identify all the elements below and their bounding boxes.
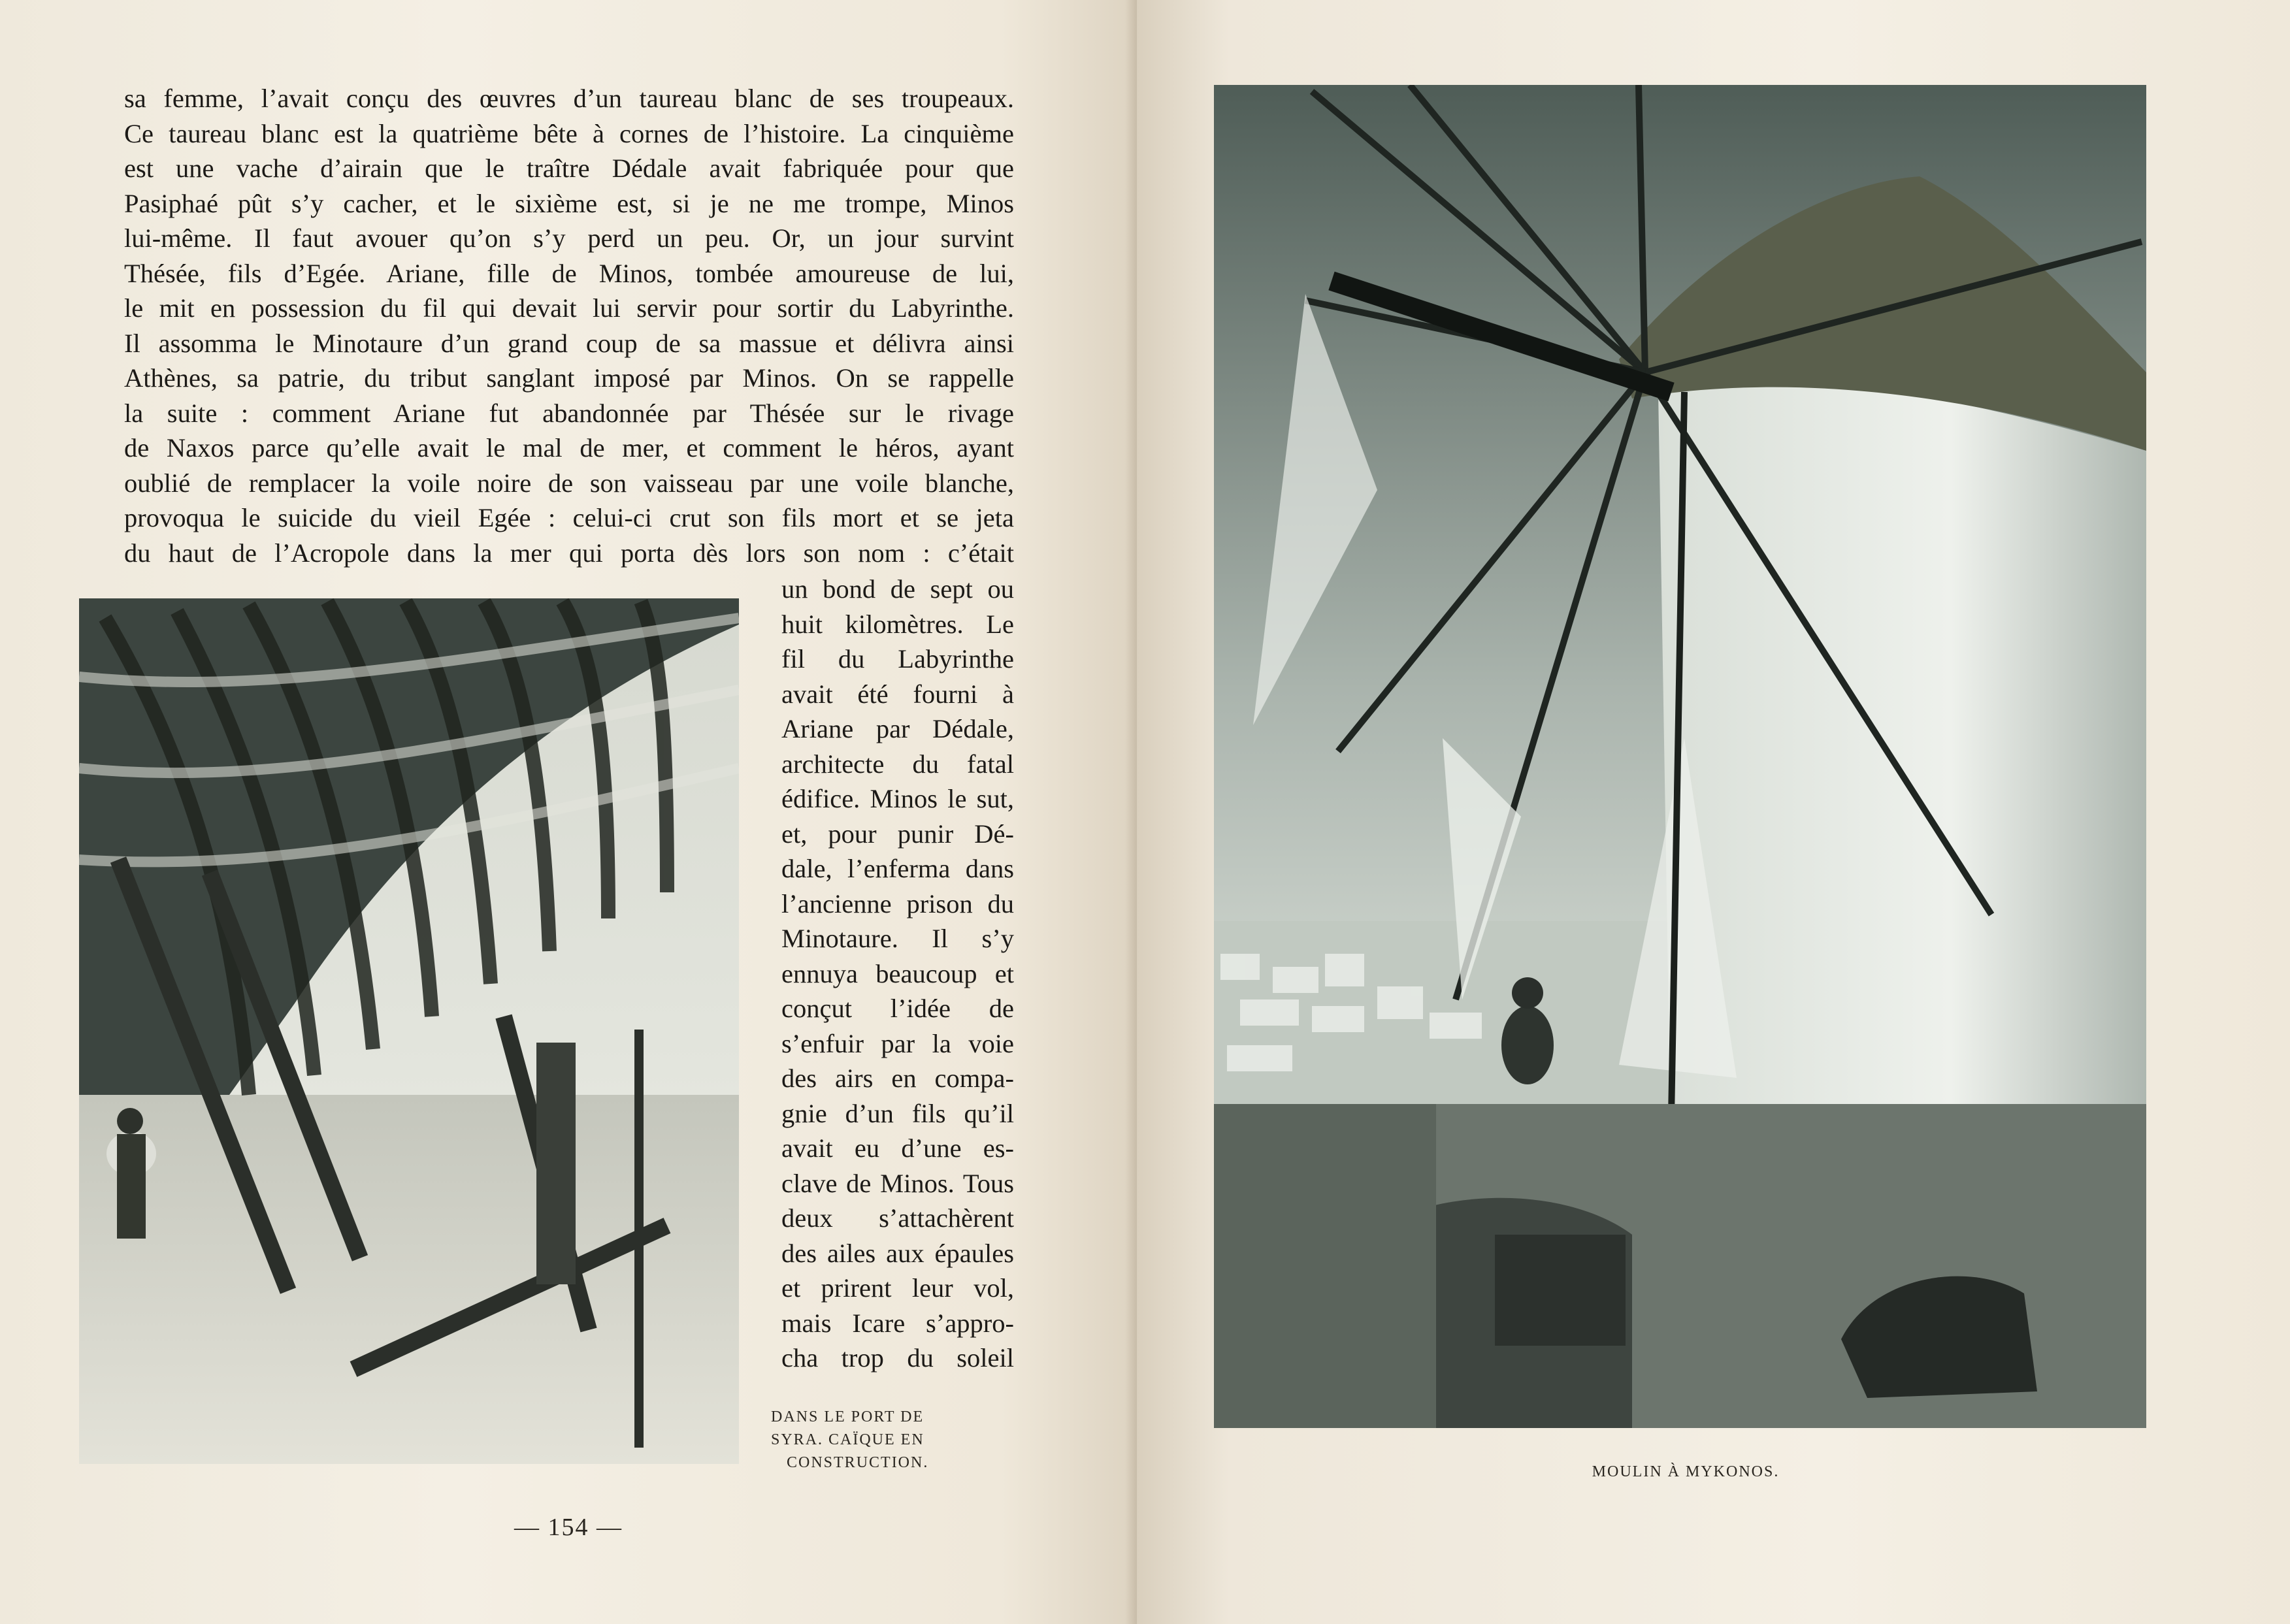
text-line: l’ancienne prison du (781, 888, 1014, 918)
text-line: mais Icare s’appro- (781, 1308, 1014, 1338)
narrow-text-column (781, 572, 1014, 1376)
boat-hull-illustration (79, 598, 739, 1464)
text-line: s’enfuir par la voie (781, 1028, 1014, 1058)
text-line: deux s’attachèrent (781, 1203, 1014, 1233)
text-line: des ailes aux épaules (781, 1238, 1014, 1268)
body-text (124, 81, 1014, 570)
text-line: avait eu d’une es- (781, 1133, 1014, 1163)
text-line: édifice. Minos le sut, (781, 784, 1014, 813)
text-line: le mit en possession du fil qui devait lui servir pour sortir du Labyrinthe. (124, 293, 1014, 323)
text-line: Thésée, fils d’Egée. Ariane, fille de Minos, tombée amoureuse de lui, (124, 258, 1014, 288)
text-line: lui-même. Il faut avouer qu’on s’y perd un peu. Or, un jour survint (124, 223, 1014, 253)
boat-under-construction-photo (79, 598, 739, 1464)
text-line: cha trop du soleil (781, 1343, 1014, 1372)
text-line: gnie d’un fils qu’il (781, 1098, 1014, 1128)
text-line: et prirent leur vol, (781, 1273, 1014, 1303)
text-line: huit kilomètres. Le (781, 609, 1014, 639)
text-line: des airs en compa- (781, 1064, 1014, 1093)
text-line: ennuya beaucoup et (781, 958, 1014, 988)
text-line: Athènes, sa patrie, du tribut sanglant imposé par Minos. On se rappelle (124, 363, 1014, 393)
text-line: conçut l’idée de (781, 994, 1014, 1023)
left-page (0, 0, 1137, 1624)
text-line: est une vache d’airain que le traître Dédale avait fabriquée pour que (124, 154, 1014, 183)
text-line: sa femme, l’avait conçu des œuvres d’un taureau blanc de ses troupeaux. (124, 84, 1014, 113)
text-line: Ariane par Dédale, (781, 714, 1014, 743)
text-line: avait été fourni à (781, 679, 1014, 709)
windmill-photo (1214, 85, 2146, 1428)
text-line: oublié de remplacer la voile noire de son vaisseau par une voile blanche, (124, 468, 1014, 498)
boat-photo-caption (771, 1406, 1006, 1474)
text-line: Ce taureau blanc est la quatrième bête à cornes de l’histoire. La cinquième (124, 118, 1014, 148)
text-line: Pasiphaé pût s’y cacher, et le sixième est, si je ne me trompe, Minos (124, 188, 1014, 218)
windmill-photo-caption: MOULIN À MYKONOS. (1592, 1463, 1780, 1480)
page-number: — 154 — (514, 1514, 623, 1541)
caption-line: SYRA. CAÏQUE EN (771, 1431, 924, 1448)
text-line: Minotaure. Il s’y (781, 924, 1014, 953)
text-line: fil du Labyrinthe (781, 644, 1014, 674)
text-line: clave de Minos. Tous (781, 1168, 1014, 1198)
caption-line: CONSTRUCTION. (787, 1454, 929, 1471)
text-line: un bond de sept ou (781, 574, 1014, 604)
text-line: Il assomma le Minotaure d’un grand coup de sa massue et délivra ainsi (124, 328, 1014, 358)
text-line: du haut de l’Acropole dans la mer qui porta dès lors son nom : c’était (124, 538, 1014, 568)
text-line: dale, l’enferma dans (781, 854, 1014, 883)
text-line: la suite : comment Ariane fut abandonnée par Thésée sur le rivage (124, 398, 1014, 428)
text-line: de Naxos parce qu’elle avait le mal de mer, et comment le héros, ayant (124, 433, 1014, 463)
windmill-illustration (1214, 85, 2146, 1428)
text-line: architecte du fatal (781, 749, 1014, 779)
caption-line: DANS LE PORT DE (771, 1408, 924, 1425)
text-line: et, pour punir Dé- (781, 819, 1014, 849)
text-line: provoqua le suicide du vieil Egée : celui-ci crut son fils mort et se jeta (124, 503, 1014, 532)
